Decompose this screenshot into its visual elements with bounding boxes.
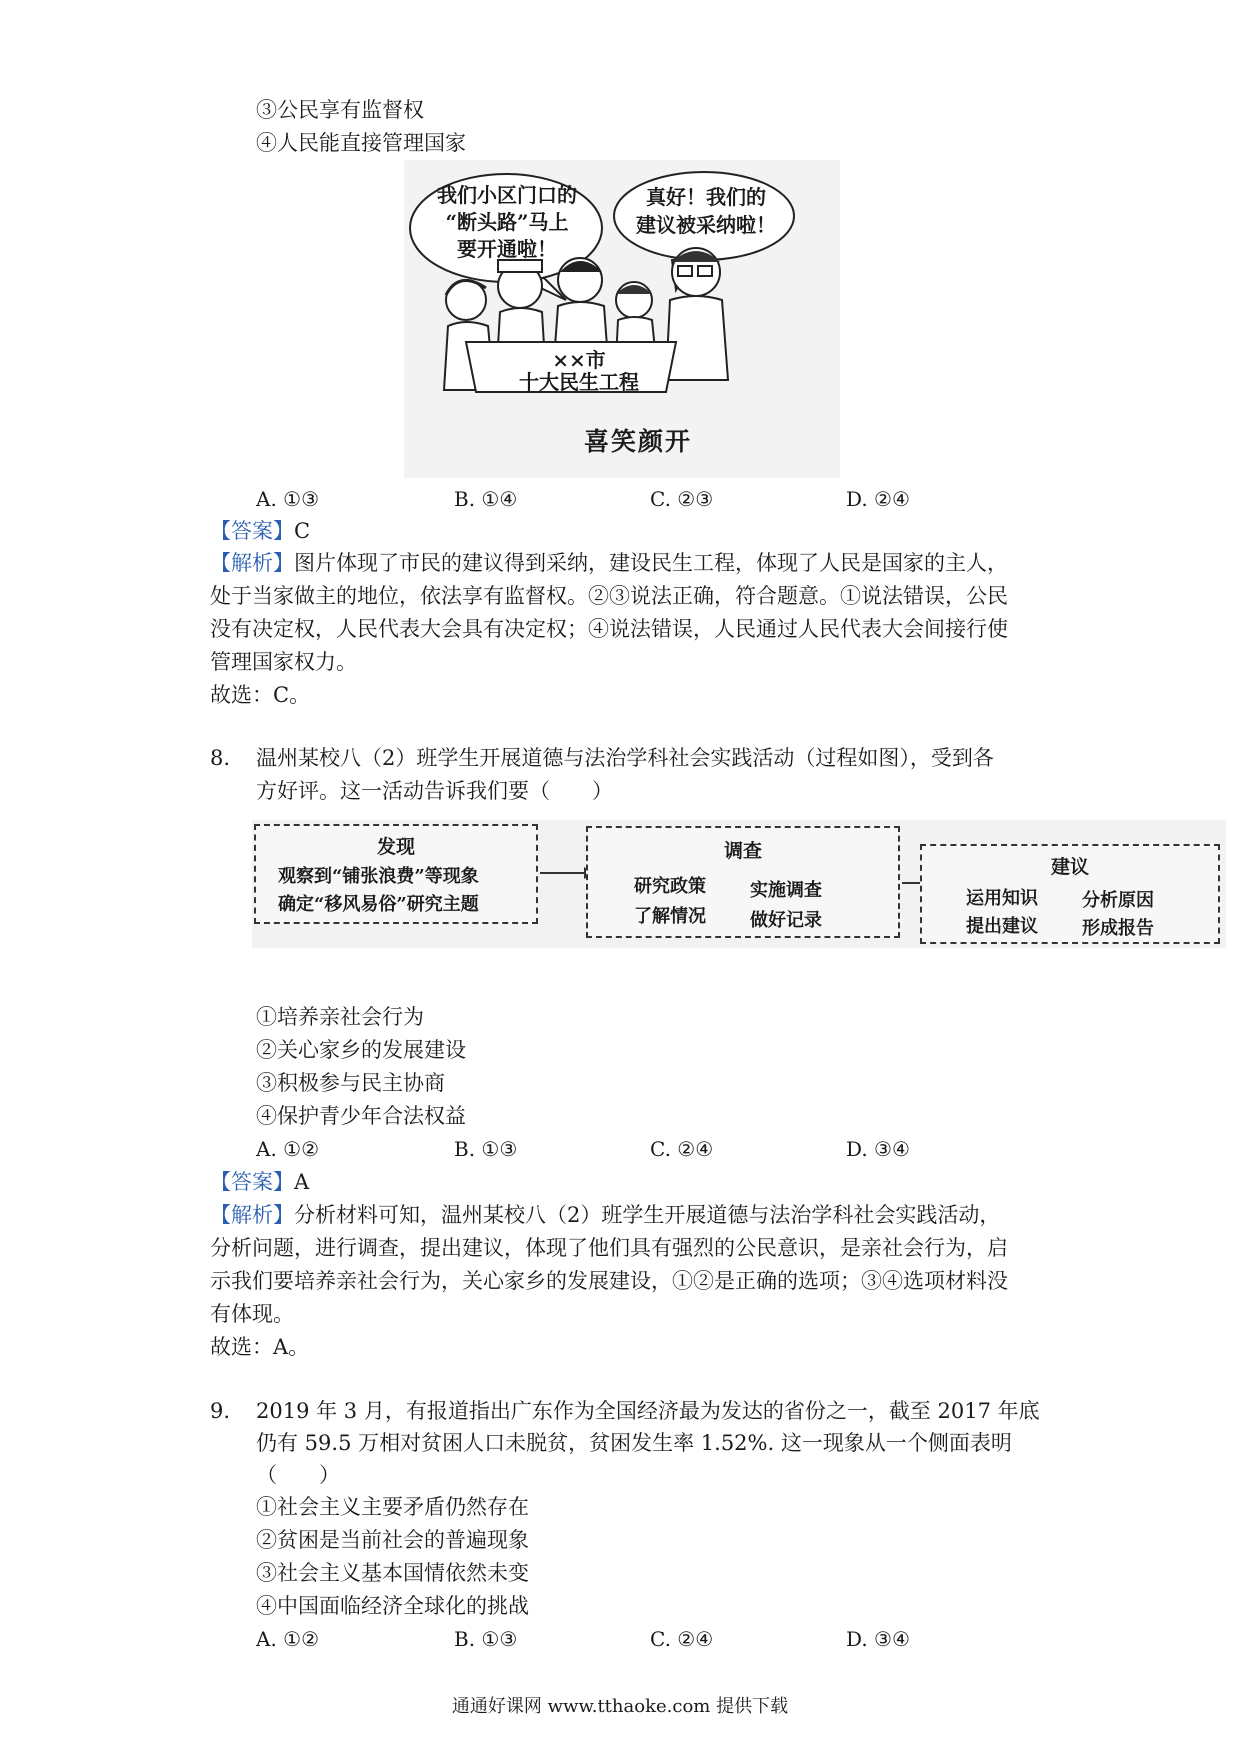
q7-option-c: C. ②③ xyxy=(650,487,714,511)
flow-title-discover: 发现 xyxy=(376,836,415,858)
cartoon-caption: 喜笑颜开 xyxy=(584,427,693,456)
q8-analysis-4: 有体现。 xyxy=(210,1302,294,1326)
flow-box-discover xyxy=(254,824,538,924)
bubble-left-line-3: 要开通啦！ xyxy=(457,237,557,261)
flow-item: 了解情况 xyxy=(634,906,706,927)
q9-stem-3: （ ） xyxy=(256,1463,340,1487)
q8-analysis-2: 分析问题，进行调查，提出建议，体现了他们具有强烈的公民意识，是亲社会行为，启 xyxy=(210,1236,1008,1260)
flow-title-investigate: 调查 xyxy=(723,840,762,862)
q9-option-a: A. ①② xyxy=(256,1627,320,1651)
analysis-text: 图片体现了市民的建议得到采纳，建设民生工程，体现了人民是国家的主人， xyxy=(294,551,1008,575)
flow-box-investigate xyxy=(586,826,900,938)
q9-stem-1: 2019 年 3 月，有报道指出广东作为全国经济最为发达的省份之一，截至 2017 年底 xyxy=(256,1399,1040,1423)
banner-projects: 十大民生工程 xyxy=(519,370,639,394)
flow-item: 实施调查 xyxy=(750,880,822,901)
flow-item: 分析原因 xyxy=(1082,890,1154,911)
q8-statement-2: ②关心家乡的发展建设 xyxy=(256,1038,466,1062)
q7-option-d: D. ②④ xyxy=(846,487,910,511)
q8-analysis-1 xyxy=(210,1200,1000,1230)
q7-statement-4: ④人民能直接管理国家 xyxy=(256,131,466,155)
q8-stem-2: 方好评。这一活动告诉我们要（ ） xyxy=(256,779,613,803)
q9-statement-1: ①社会主义主要矛盾仍然存在 xyxy=(256,1495,529,1519)
q8-option-d: D. ③④ xyxy=(846,1137,910,1161)
q9-stem-2: 仍有 59.5 万相对贫困人口未脱贫，贫困发生率 1.52%. 这一现象从一个侧面表明 xyxy=(256,1431,1012,1455)
q8-option-a: A. ①② xyxy=(256,1137,320,1161)
flow-item: 做好记录 xyxy=(750,910,822,931)
bubble-left-line-1: 我们小区门口的 xyxy=(437,183,577,207)
q9-statement-4: ④中国面临经济全球化的挑战 xyxy=(256,1594,529,1618)
page-footer: 通通好课网 www.tthaoke.com 提供下载 xyxy=(451,1696,789,1717)
flow-box-suggest xyxy=(920,844,1220,944)
answer-value: A xyxy=(294,1170,310,1194)
q9-option-b: B. ①③ xyxy=(454,1627,518,1651)
flow-item: 研究政策 xyxy=(634,876,706,897)
bubble-right-line-2: 建议被采纳啦！ xyxy=(636,213,776,237)
q7-choice: 故选：C。 xyxy=(210,683,311,707)
q8-statement-4: ④保护青少年合法权益 xyxy=(256,1104,466,1128)
q8-choice: 故选：A。 xyxy=(210,1335,310,1359)
q9-number: 9. xyxy=(210,1399,231,1423)
q8-statement-1: ①培养亲社会行为 xyxy=(256,1005,424,1029)
q8-option-b: B. ①③ xyxy=(454,1137,518,1161)
flow-item: 形成报告 xyxy=(1082,918,1154,939)
q9-statement-2: ②贫困是当前社会的普遍现象 xyxy=(256,1528,529,1552)
flow-item: 确定“移风易俗”研究主题 xyxy=(278,894,479,915)
q9-option-d: D. ③④ xyxy=(846,1627,910,1651)
flow-item: 观察到“铺张浪费”等现象 xyxy=(278,866,479,887)
flow-arrow xyxy=(540,872,592,874)
q8-answer xyxy=(210,1167,309,1197)
answer-value: C xyxy=(294,519,311,543)
bubble-left-line-2: “断头路”马上 xyxy=(445,210,569,234)
q8-analysis-3: 示我们要培养亲社会行为，关心家乡的发展建设，①②是正确的选项；③④选项材料没 xyxy=(210,1269,1008,1293)
q7-statement-3: ③公民享有监督权 xyxy=(256,98,424,122)
analysis-text: 分析材料可知，温州某校八（2）班学生开展道德与法治学科社会实践活动， xyxy=(294,1203,1001,1227)
q7-analysis-1 xyxy=(210,548,1008,578)
q8-stem-1: 温州某校八（2）班学生开展道德与法治学科社会实践活动（过程如图），受到各 xyxy=(256,746,994,770)
analysis-tag: 【解析】 xyxy=(210,551,294,575)
q7-analysis-2: 处于当家做主的地位，依法享有监督权。②③说法正确，符合题意。①说法错误，公民 xyxy=(210,584,1008,608)
q7-analysis-3: 没有决定权，人民代表大会具有决定权；④说法错误，人民通过人民代表大会间接行使 xyxy=(210,617,1008,641)
flow-item: 提出建议 xyxy=(966,916,1038,937)
answer-tag: 【答案】 xyxy=(210,519,294,543)
q8-number: 8. xyxy=(210,746,231,770)
bubble-right-line-1: 真好！我们的 xyxy=(646,185,766,209)
banner-city: ××市 xyxy=(552,348,606,372)
q7-cartoon xyxy=(404,160,840,478)
q9-statement-3: ③社会主义基本国情依然未变 xyxy=(256,1561,529,1585)
q8-statement-3: ③积极参与民主协商 xyxy=(256,1071,445,1095)
flow-title-suggest: 建议 xyxy=(1050,856,1089,878)
q7-option-a: A. ①③ xyxy=(256,487,320,511)
q7-analysis-4: 管理国家权力。 xyxy=(210,650,357,674)
q7-option-b: B. ①④ xyxy=(454,487,518,511)
q7-answer xyxy=(210,516,310,546)
q8-option-c: C. ②④ xyxy=(650,1137,714,1161)
q8-flow-diagram xyxy=(252,820,1226,948)
analysis-tag: 【解析】 xyxy=(210,1203,294,1227)
flow-item: 运用知识 xyxy=(966,888,1038,909)
q9-option-c: C. ②④ xyxy=(650,1627,714,1651)
answer-tag: 【答案】 xyxy=(210,1170,294,1194)
